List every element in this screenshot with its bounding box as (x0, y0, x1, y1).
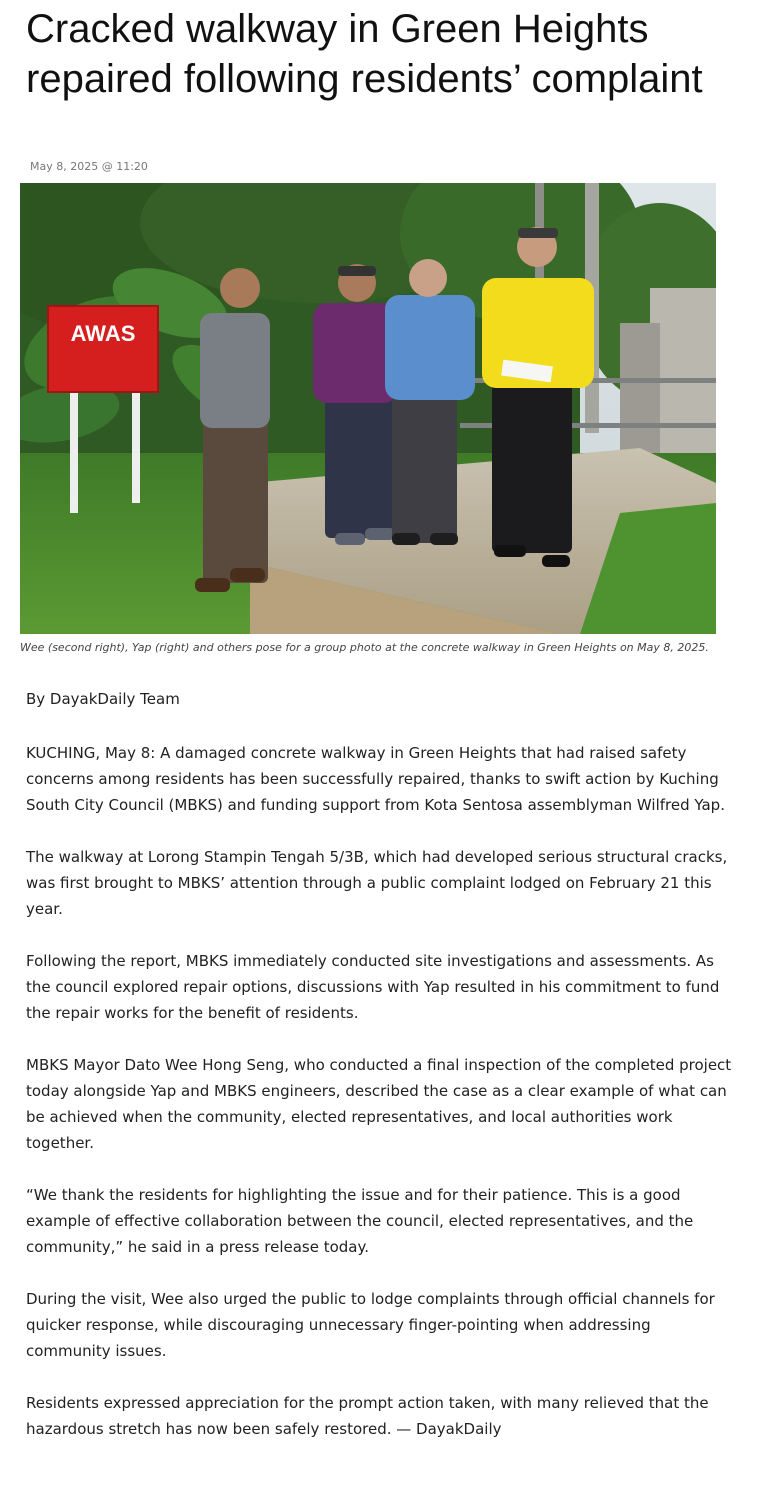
article-paragraph: Following the report, MBKS immediately conducted site investigations and assessments. As the council explored repair options, discussions with Yap resulted in his commitment to fund the repair works for the benefit of residents. (26, 952, 720, 1022)
article-paragraph: During the visit, Wee also urged the public to lodge complaints through official channels for quicker response, while discouraging unnecessary finger-pointing when addressing community issues. (26, 1290, 715, 1360)
person-purple-shirt (313, 264, 398, 545)
awas-sign-text: AWAS (70, 321, 136, 346)
article-paragraph: The walkway at Lorong Stampin Tengah 5/3B, which had developed serious structural cracks, was first brought to MBKS’ attention through a public complaint lodged on February 21 this year. (26, 848, 728, 918)
article-paragraph: “We thank the residents for highlighting the issue and for their patience. This is a good example of effective collaboration between the council, elected representatives, and the community,” he said in a press release today. (26, 1186, 694, 1256)
article-body (26, 740, 738, 1468)
article-timestamp: May 8, 2025 @ 11:20 (30, 160, 148, 173)
article-photo[interactable] (20, 183, 716, 634)
article-paragraph: KUCHING, May 8: A damaged concrete walkway in Green Heights that had raised safety concerns among residents has been successfully repaired, thanks to swift action by Kuching South City Council (MBKS) and funding support from Kota Sentosa assemblyman Wilfred Yap. (26, 744, 725, 814)
article-headline: Cracked walkway in Green Heights repaired following residents’ complaint (26, 7, 703, 101)
article-paragraph: MBKS Mayor Dato Wee Hong Seng, who conducted a final inspection of the completed project today alongside Yap and MBKS engineers, described the case as a clear example of what can be achieved when the community, elected representatives, and local authorities work together. (26, 1056, 732, 1152)
article-paragraph: Residents expressed appreciation for the prompt action taken, with many relieved that the hazardous stretch has now been safely restored. — DayakDaily (26, 1394, 709, 1438)
person-grey-shirt (195, 268, 270, 592)
article-byline: By DayakDaily Team (26, 690, 180, 708)
photo-caption: Wee (second right), Yap (right) and others pose for a group photo at the concrete walkway in Green Heights on May 8, 2025. (20, 641, 709, 654)
